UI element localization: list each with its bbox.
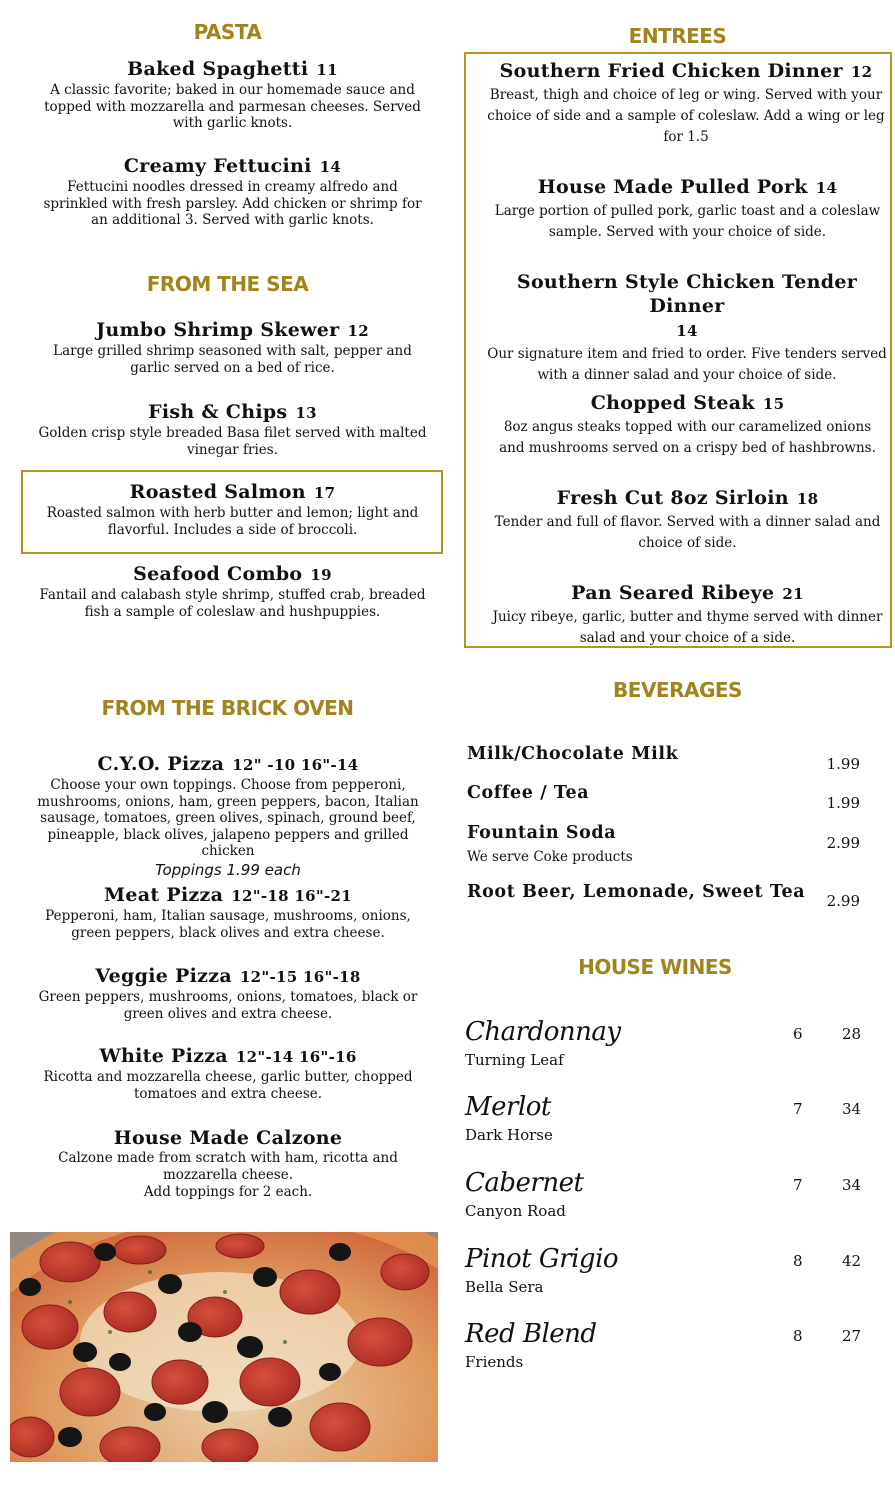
item-price: 12" -10 16"-14 — [232, 756, 359, 774]
wine-row — [465, 1092, 865, 1144]
item-description: Green peppers, mushrooms, onions, tomatoes, black or green olives and extra cheese. — [38, 989, 418, 1022]
beverage-price: 2.99 — [826, 892, 860, 910]
pasta-heading: PASTA — [193, 20, 262, 44]
item-description: Large grilled shrimp seasoned with salt, pepper and garlic served on a bed of rice. — [53, 343, 412, 376]
beverage-row — [467, 882, 862, 910]
wine-glass-price: 8 — [793, 1327, 803, 1345]
beverages-heading: BEVERAGES — [613, 678, 742, 702]
beverage-name: Coffee / Tea — [467, 783, 590, 803]
wine-bottle-price: 27 — [842, 1327, 862, 1345]
menu-item-pulled-pork — [490, 175, 885, 243]
wine-name: Chardonnay — [465, 1017, 621, 1047]
beverage-row — [467, 823, 862, 865]
menu-item-creamy-fettucini — [35, 155, 430, 229]
item-description: Golden crisp style breaded Basa filet served with malted vinegar fries. — [38, 425, 427, 458]
item-name: Southern Fried Chicken Dinner — [499, 60, 843, 82]
item-price: 12"-15 16"-18 — [239, 968, 361, 986]
item-price: 18 — [796, 490, 819, 508]
menu-item-baked-spaghetti — [35, 58, 430, 132]
item-price: 12 — [347, 322, 369, 340]
wine-vineyard: Bella Sera — [465, 1278, 544, 1296]
item-name: Chopped Steak — [590, 392, 755, 414]
menu-item-chopped-steak — [490, 391, 885, 459]
wine-glass-price: 6 — [793, 1025, 803, 1043]
item-description: 8oz angus steaks topped with our caramelized onions and mushrooms served on a crispy bed of hashbrowns. — [499, 419, 876, 456]
item-description: Breast, thigh and choice of leg or wing. Served with your choice of side and a sample of coleslaw. Add a wing or leg for 1.5 — [487, 87, 885, 145]
menu-item-jumbo-shrimp — [35, 319, 430, 376]
item-description: Pepperoni, ham, Italian sausage, mushrooms, onions, green peppers, black olives and extra cheese. — [45, 908, 411, 941]
wine-name: Cabernet — [465, 1168, 584, 1198]
item-description: A classic favorite; baked in our homemade sauce and topped with mozzarella and parmesan cheeses. Served with garlic knots. — [44, 82, 421, 131]
wine-name: Red Blend — [465, 1319, 597, 1349]
item-price: 12"-18 16"-21 — [231, 887, 352, 905]
item-description: Choose your own toppings. Choose from pepperoni, mushrooms, onions, ham, green peppers, bacon, Italian sausage, tomatoes, green olives, spinach, ground beef, pineapple, black olives, jalapeno peppers and grilled chicken — [37, 777, 419, 859]
beverage-price: 2.99 — [826, 834, 860, 852]
beverage-name: Fountain Soda — [467, 823, 617, 843]
item-price: 12 — [850, 63, 873, 81]
wine-bottle-price: 34 — [842, 1100, 862, 1118]
item-price: 17 — [313, 484, 336, 502]
item-name: Fish & Chips — [148, 401, 288, 423]
wines-heading: HOUSE WINES — [578, 955, 732, 979]
beverage-price: 1.99 — [826, 755, 860, 773]
item-description: Juicy ribeye, garlic, butter and thyme served with dinner salad and your choice of a side. — [492, 609, 883, 646]
pizza-photo — [10, 1232, 438, 1462]
beverage-note: We serve Coke products — [467, 849, 633, 865]
item-name: C.Y.O. Pizza — [97, 753, 225, 775]
item-description: Large portion of pulled pork, garlic toast and a coleslaw sample. Served with your choice of side. — [494, 203, 881, 240]
item-price: 19 — [310, 566, 332, 584]
item-price: 12"-14 16"-16 — [235, 1048, 357, 1066]
wine-glass-price: 7 — [793, 1100, 803, 1118]
wine-vineyard: Canyon Road — [465, 1202, 566, 1220]
menu-item-cyo-pizza — [28, 753, 428, 879]
item-description: Calzone made from scratch with ham, ricotta and mozzarella cheese. — [58, 1150, 398, 1183]
menu-item-white-pizza — [28, 1045, 428, 1102]
sea-heading: FROM THE SEA — [146, 272, 309, 296]
item-note: Add toppings for 2 each. — [143, 1184, 313, 1200]
item-name: Seafood Combo — [133, 563, 303, 585]
item-name: Roasted Salmon — [129, 481, 306, 503]
wine-name: Pinot Grigio — [465, 1244, 619, 1274]
menu-item-veggie-pizza — [28, 965, 428, 1022]
item-name: Fresh Cut 8oz Sirloin — [556, 487, 789, 509]
item-price: 13 — [295, 404, 317, 422]
wine-bottle-price: 34 — [842, 1176, 862, 1194]
oven-heading: FROM THE BRICK OVEN — [101, 696, 354, 720]
menu-item-fish-chips — [35, 401, 430, 458]
beverage-name: Root Beer, Lemonade, Sweet Tea — [467, 882, 806, 902]
item-price: 14 — [676, 322, 698, 340]
item-price: 21 — [782, 585, 804, 603]
beverage-row — [467, 783, 862, 812]
wine-glass-price: 7 — [793, 1176, 803, 1194]
menu-item-fried-chicken — [480, 59, 892, 148]
wine-bottle-price: 28 — [842, 1025, 862, 1043]
wine-row — [465, 1017, 865, 1069]
menu-item-sirloin — [490, 486, 885, 554]
wine-row — [465, 1244, 865, 1296]
beverage-row — [467, 744, 862, 773]
item-description: Tender and full of flavor. Served with a dinner salad and choice of side. — [494, 514, 881, 551]
item-name: Southern Style Chicken Tender Dinner — [516, 271, 858, 317]
wine-vineyard: Turning Leaf — [465, 1051, 564, 1069]
item-name: Meat Pizza — [104, 884, 224, 906]
item-note: Toppings 1.99 each — [155, 860, 301, 879]
item-description: Roasted salmon with herb butter and lemon; light and flavorful. Includes a side of broccoli. — [46, 505, 419, 538]
item-name: Jumbo Shrimp Skewer — [96, 319, 340, 341]
wine-bottle-price: 42 — [842, 1252, 862, 1270]
item-description: Our signature item and fried to order. Five tenders served with a dinner salad and your choice of side. — [487, 346, 887, 383]
wine-vineyard: Friends — [465, 1353, 524, 1371]
menu-item-calzone — [28, 1127, 428, 1201]
item-name: White Pizza — [99, 1045, 228, 1067]
item-description: Ricotta and mozzarella cheese, garlic butter, chopped tomatoes and extra cheese. — [43, 1069, 413, 1102]
item-price: 11 — [316, 61, 338, 79]
menu-item-seafood-combo — [30, 563, 435, 620]
item-name: Veggie Pizza — [95, 965, 232, 987]
beverage-price: 1.99 — [826, 794, 860, 812]
item-description: Fantail and calabash style shrimp, stuffed crab, breaded fish a sample of coleslaw and hushpuppies. — [39, 587, 426, 620]
item-description: Fettucini noodles dressed in creamy alfredo and sprinkled with fresh parsley. Add chicken or shrimp for an additional 3. Served with garlic knots. — [43, 179, 422, 228]
item-name: Baked Spaghetti — [127, 58, 309, 80]
item-price: 14 — [815, 179, 838, 197]
menu-item-chicken-tender — [482, 270, 892, 386]
item-name: House Made Calzone — [113, 1127, 343, 1149]
item-price: 15 — [762, 395, 785, 413]
menu-item-ribeye — [490, 581, 885, 649]
item-name: Pan Seared Ribeye — [571, 582, 775, 604]
wine-row — [465, 1319, 865, 1371]
wine-glass-price: 8 — [793, 1252, 803, 1270]
wine-row — [465, 1168, 865, 1220]
menu-item-roasted-salmon — [45, 481, 420, 538]
menu-item-meat-pizza — [28, 884, 428, 941]
beverage-name: Milk/Chocolate Milk — [467, 744, 679, 764]
wine-vineyard: Dark Horse — [465, 1126, 553, 1144]
item-price: 14 — [319, 158, 342, 176]
item-name: House Made Pulled Pork — [537, 176, 808, 198]
wine-name: Merlot — [465, 1092, 551, 1122]
item-name: Creamy Fettucini — [123, 155, 312, 177]
entrees-heading: ENTREES — [628, 24, 727, 48]
